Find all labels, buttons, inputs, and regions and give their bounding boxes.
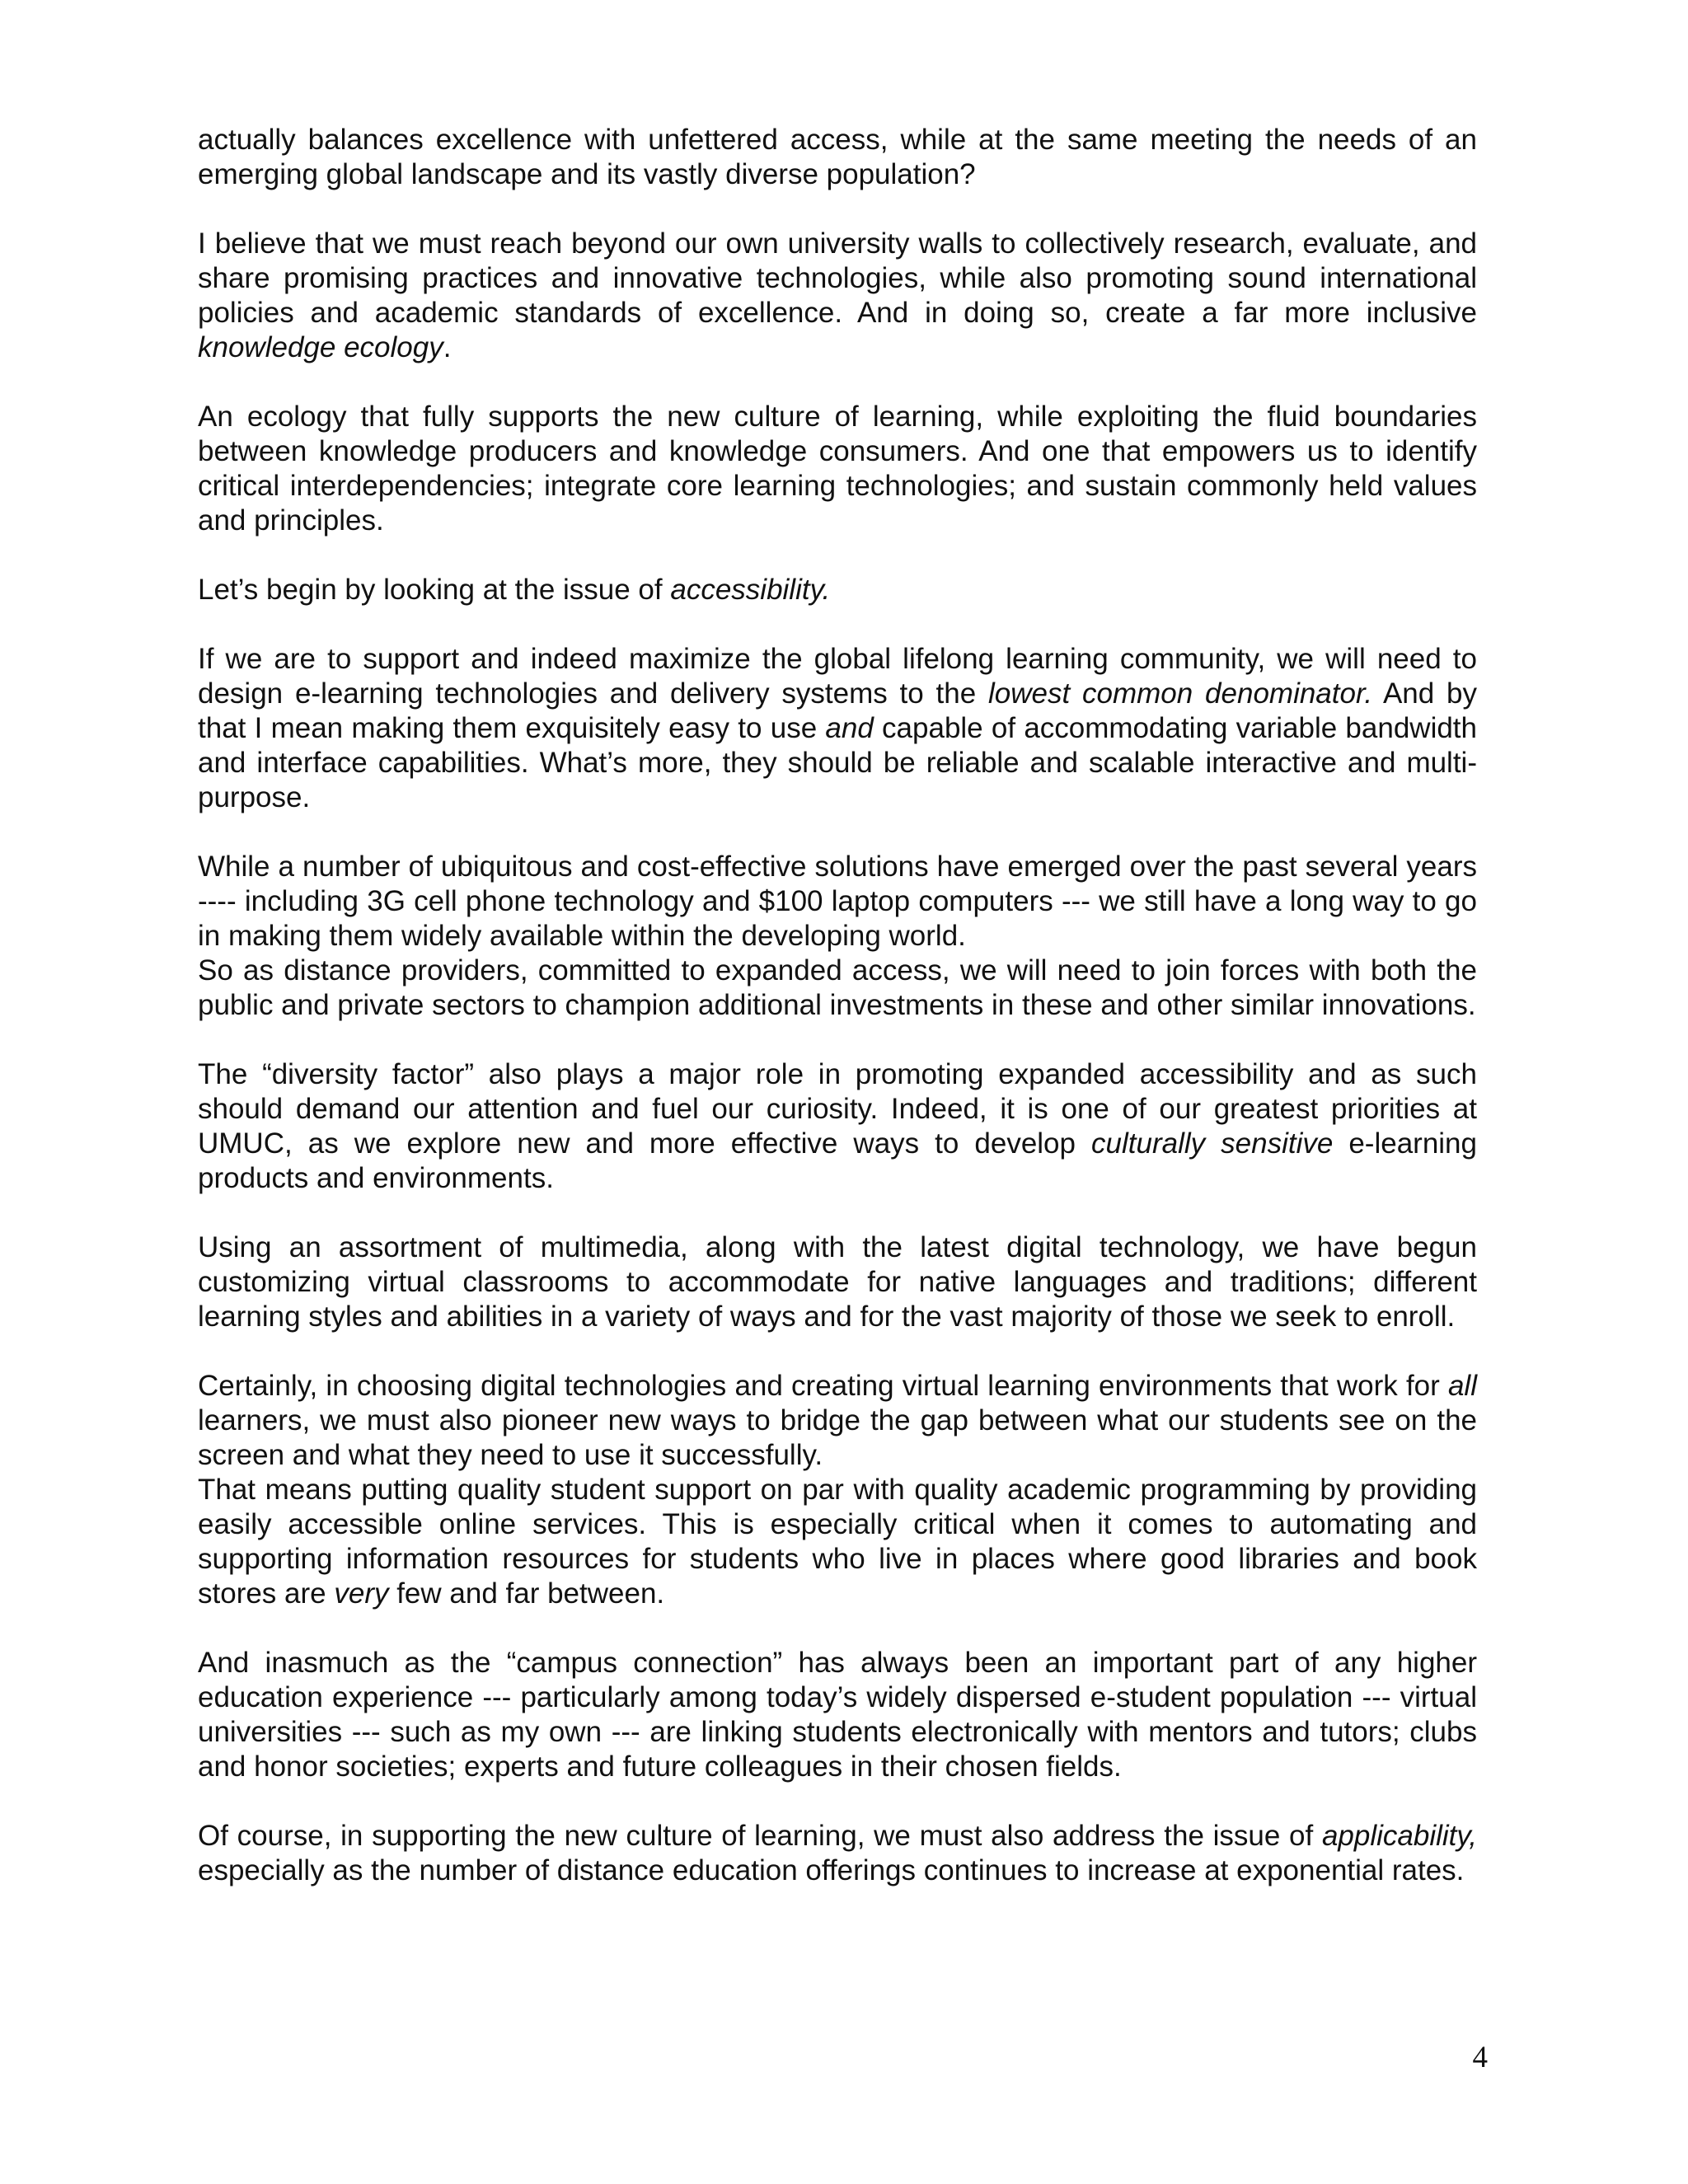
paragraph-8	[198, 1057, 1477, 1196]
text-run: Using an assortment of multimedia, along with the latest digital technology, we have begun customizing virtual classrooms to accommodate for native languages and traditions; different learning styles and abilities in a variety of ways and for the vast majority of those we seek to enroll.	[198, 1231, 1477, 1333]
paragraph-9	[198, 1230, 1477, 1334]
italic-run: culturally sensitive	[1091, 1127, 1334, 1160]
paragraph-12	[198, 1646, 1477, 1784]
text-run: Of course, in supporting the new culture of learning, we must also address the issue of	[198, 1820, 1322, 1852]
paragraph-11	[198, 1473, 1477, 1611]
text-run: So as distance providers, committed to expanded access, we will need to join forces with both the public and private sectors to champion additional investments in these and other similar innovations.	[198, 954, 1477, 1021]
paragraph-5	[198, 642, 1477, 815]
text-run: few and far between.	[388, 1577, 665, 1610]
text-run: That means putting quality student support on par with quality academic programming by providing easily accessible online services. This is especially critical when it comes to automating and supporting information resources for students who live in places where good libraries and book stores are	[198, 1474, 1477, 1610]
italic-run: and	[825, 712, 874, 744]
text-run: And inasmuch as the “campus connection” has always been an important part of any higher education experience --- particularly among today’s widely dispersed e-student population --- virtual universities --- such as my own --- are linking students electronically with mentors and tutors; clubs and honor societies; experts and future colleagues in their chosen fields.	[198, 1647, 1477, 1783]
text-run: .	[443, 331, 452, 363]
text-run: especially as the number of distance education offerings continues to increase at exponential rates.	[198, 1854, 1465, 1886]
italic-run: applicability,	[1321, 1820, 1477, 1852]
italic-run: accessibility.	[670, 574, 831, 606]
text-run: An ecology that fully supports the new culture of learning, while exploiting the fluid boundaries between knowledge producers and knowledge consumers. And one that empowers us to identify critical interdependencies; integrate core learning technologies; and sustain commonly held values and principles.	[198, 401, 1477, 537]
page-number: 4	[1472, 2041, 1488, 2074]
paragraph-7	[198, 954, 1477, 1023]
paragraph-10	[198, 1369, 1477, 1473]
paragraph-13	[198, 1819, 1477, 1888]
paragraph-2	[198, 227, 1477, 365]
paragraph-6	[198, 850, 1477, 954]
text-run: capable of accommodating variable bandwidth and interface capabilities. What’s more, they should be reliable and scalable interactive and multi-purpose.	[198, 712, 1477, 813]
italic-run: all	[1447, 1370, 1477, 1402]
text-run: actually balances excellence with unfettered access, while at the same meeting the needs of an emerging global landscape and its vastly diverse population?	[198, 124, 1477, 190]
text-run: If we are to support and indeed maximize the global lifelong learning community, we will need to design e-learning technologies and delivery systems to the	[198, 643, 1477, 710]
body-text	[198, 123, 1477, 1888]
text-run: And by that I mean making them exquisitely easy to use	[198, 677, 1477, 744]
text-run: While a number of ubiquitous and cost-effective solutions have emerged over the past several years ---- including 3G cell phone technology and $100 laptop computers --- we still have a long way to go in making them widely available within the developing world.	[198, 851, 1477, 952]
italic-run: knowledge ecology	[198, 331, 443, 363]
text-run: Certainly, in choosing digital technologies and creating virtual learning environments that work for	[198, 1370, 1448, 1402]
paragraph-1	[198, 123, 1477, 192]
paragraph-4	[198, 573, 1477, 607]
text-run: I believe that we must reach beyond our own university walls to collectively research, evaluate, and share promising practices and innovative technologies, while also promoting sound international policies and academic standards of excellence. And in doing so, create a far more inclusive	[198, 227, 1477, 329]
text-run: Let’s begin by looking at the issue of	[198, 574, 671, 606]
text-run: learners, we must also pioneer new ways to bridge the gap between what our students see on the screen and what they need to use it successfully.	[198, 1404, 1477, 1471]
italic-run: lowest common denominator.	[988, 677, 1373, 710]
text-run: The “diversity factor” also plays a major role in promoting expanded accessibility and as such should demand our attention and fuel our curiosity. Indeed, it is one of our greatest priorities at UMUC, as we explore new and more effective ways to develop	[198, 1058, 1477, 1160]
paragraph-3	[198, 400, 1477, 538]
text-run: e-learning products and environments.	[198, 1127, 1477, 1194]
italic-run: very	[334, 1577, 389, 1610]
